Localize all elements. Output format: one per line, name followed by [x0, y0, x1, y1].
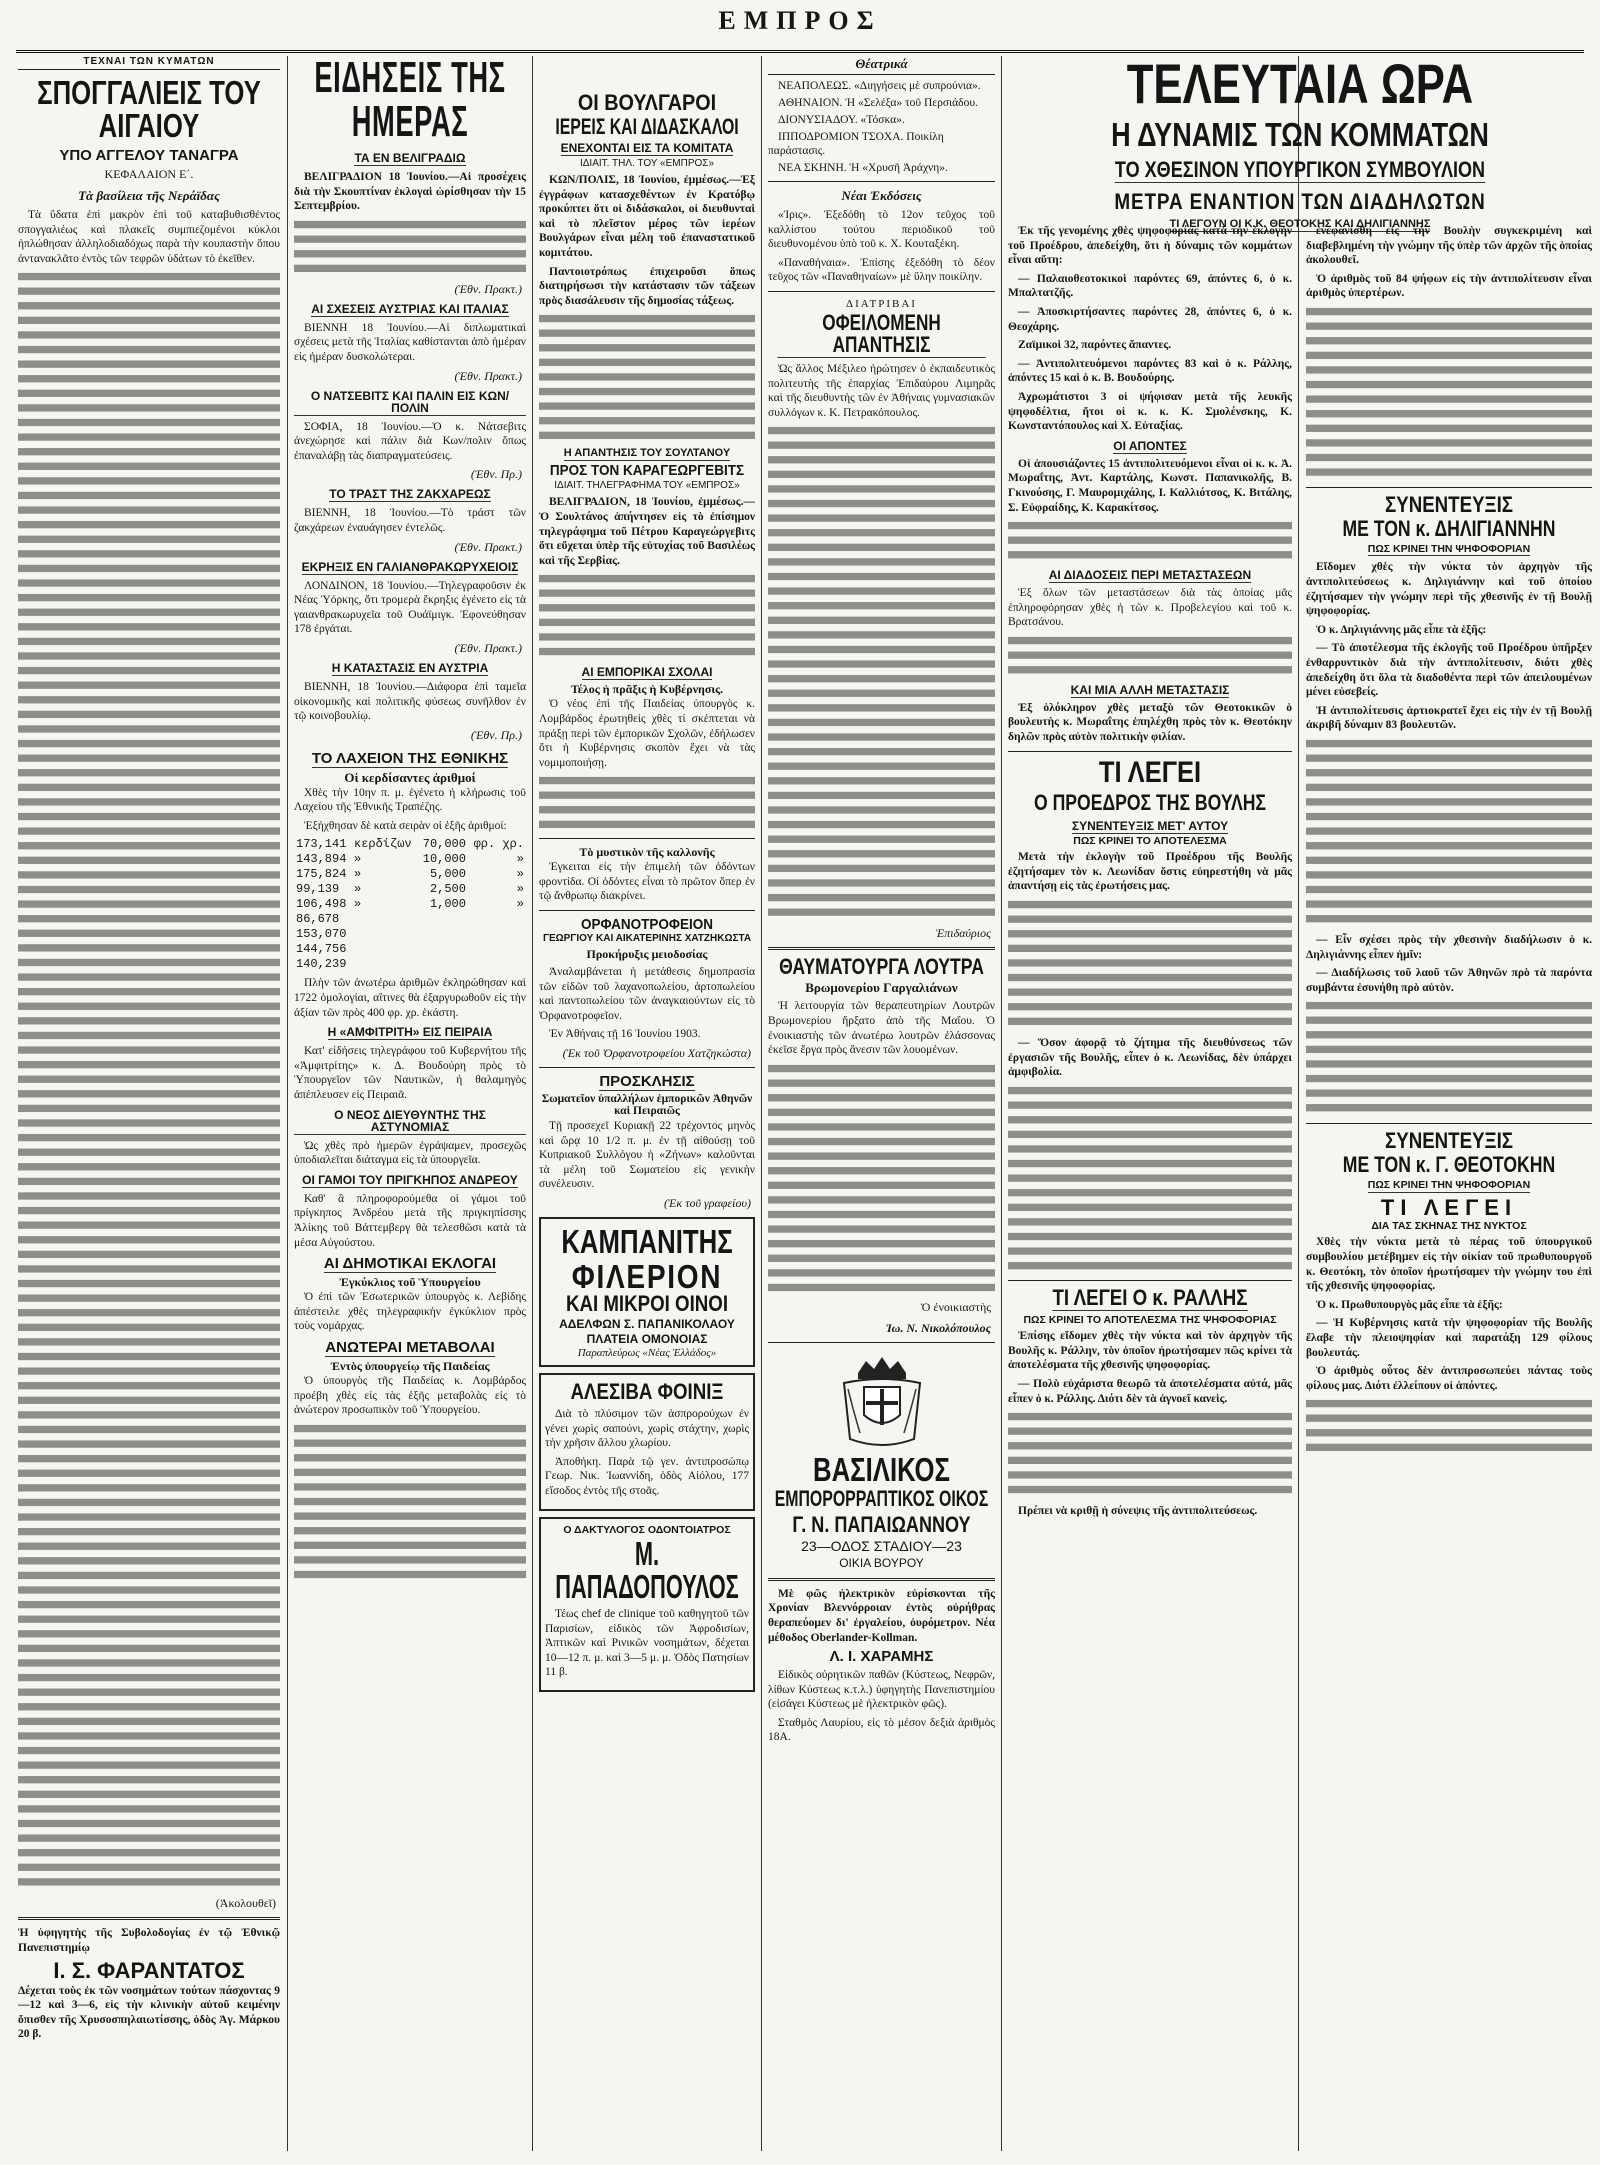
- lottery-num: 143,894: [296, 852, 347, 867]
- lottery-word: [352, 942, 418, 957]
- news-body-text: [294, 1422, 526, 1582]
- interview-title: ΤΙ ΛΕΓΕΙ Ο κ. ΡΑΛΛΗΣ: [1052, 1284, 1248, 1310]
- last-hour-body-text: [1008, 898, 1292, 1030]
- interview-title: ΣΥΝΕΝΤΕΥΞΙΣ: [1384, 1128, 1514, 1154]
- lottery-amount: 10,000: [422, 852, 466, 867]
- last-hour-body-text: [1008, 1084, 1292, 1274]
- last-hour-section-heading: ΚΑΙ ΜΙΑ ΑΛΛΗ ΜΕΤΑΣΤΑΣΙΣ: [1070, 682, 1230, 697]
- baths-signature-name: Ἰω. Ν. Νικολόπουλος: [885, 1320, 991, 1335]
- tailor-ad-building: ΟΙΚΙΑ ΒΟΥΡΟΥ: [839, 1555, 924, 1570]
- lottery-amount: 1,000: [429, 897, 466, 912]
- last-hour-paragraph: — Ἡ Κυβέρνησις κατὰ τὴν ψηφοφορίαν τῆς Βουλῆς ἔλαβε τὴν πλειοψηφίαν καὶ παρατάξη 129 φίλους βουλευτάς.: [1306, 1317, 1592, 1359]
- lottery-amount: 5,000: [429, 867, 466, 882]
- last-hour-body-text: [1306, 305, 1592, 481]
- divider: [768, 947, 995, 950]
- news-heading: ΟΙ ΓΑΜΟΙ ΤΟΥ ΠΡΙΓΚΗΠΟΣ ΑΝΔΡΕΟΥ: [302, 1172, 518, 1187]
- last-hour-paragraph: Εἴδομεν χθὲς τὴν νύκτα τὸν ἀρχηγὸν τῆς ἀντιπολιτεύσεως κ. Δηλιγιάννην καὶ τοῦ ὁποίου ἐζητήσαμεν τὴν γνώμην περὶ τῆς χθεσινῆς ἐν τῇ Βουλῇ ψηφοφορίας.: [1306, 561, 1592, 618]
- orphanage-heading: ΟΡΦΑΝΟΤΡΟΦΕΙΟΝ: [580, 916, 714, 934]
- doctor-ad-name: Ι. Σ. ΦΑΡΑΝΤΑΤΟΣ: [53, 1957, 245, 1983]
- column-divider: [532, 56, 533, 2151]
- last-hour-body-text: [1008, 634, 1292, 678]
- invitation-source: (Ἐκ τοῦ γραφείου): [663, 1196, 751, 1210]
- essays-label: ΔΙΑΤΡΙΒΑΙ: [846, 297, 917, 310]
- news-paragraph: Πλὴν τῶν ἀνωτέρω ἀριθμῶν ἐκληρώθησαν καὶ 1722 ὁμολογίαι, αἵτινες θὰ ἐξαργυρωθοῦν εἰς τὴν ἀξίαν τῶν πρὸς 400 φρ. χρ. ἑκάστη.: [294, 977, 526, 1019]
- lottery-word: [352, 912, 418, 927]
- lottery-num: 153,070: [296, 927, 347, 942]
- lottery-word: »: [354, 882, 362, 897]
- lottery-amount: [418, 942, 468, 957]
- masthead: [16, 6, 1584, 50]
- interview-title: ΤΙ ΛΕΓΕΙ: [1098, 755, 1202, 789]
- lottery-num: 86,678: [296, 912, 340, 927]
- last-hour-paragraph: — Παλαιοθεοτοκικοὶ παρόντες 69, ἀπόντες 6, ὁ κ. Μπαλτατζῆς.: [1008, 272, 1292, 300]
- soap-ad-text: Διὰ τὸ πλύσιμον τῶν ἀσπρορούχων ἐν γένει χωρὶς σαπούνι, χωρὶς στάχτην, χωρὶς τὴν χρῆσιν ἄλλου χλωρίου.: [545, 1408, 749, 1450]
- news-paragraph: ΒΙΕΝΝΗ 18 Ἰουνίου.—Αἱ διπλωματικαὶ σχέσεις μετὰ τῆς Ἰταλίας καθίστανται ἀπὸ ἡμέραν εἰς ἡμέραν δυσκολώτεραι.: [294, 321, 526, 363]
- divider: [1008, 751, 1292, 752]
- lottery-row: [294, 882, 526, 897]
- serial-continued: (Ἀκολουθεῖ): [215, 1896, 276, 1911]
- lottery-row: [294, 912, 526, 927]
- lottery-num: 106,498: [296, 897, 347, 912]
- news-heading: ΑΙ ΣΧΕΣΕΙΣ ΑΥΣΤΡΙΑΣ ΚΑΙ ΙΤΑΛΙΑΣ: [311, 301, 509, 316]
- serial-title: ΣΠΟΓΓΑΛΙΕΙΣ ΤΟΥ ΑΙΓΑΙΟΥ: [37, 74, 261, 144]
- theatre-listing: ΝΕΑ ΣΚΗΝΗ. Ἡ «Χρυσῆ Ἀράχνη».: [778, 162, 948, 174]
- column-serial: [18, 56, 280, 2151]
- lottery-word: »: [354, 867, 362, 882]
- column-telegrams: [539, 56, 755, 2151]
- theatre-listing: ΝΕΑΠΟΛΕΩΣ. «Διηγήσεις μὲ συπρούνια».: [778, 80, 981, 92]
- interview-subtitle: ΠΩΣ ΚΡΙΝΕΙ ΤΗΝ ΨΗΦΟΦΟΡΙΑΝ: [1367, 542, 1531, 555]
- lottery-cur: φρ. χρ.: [473, 837, 524, 852]
- last-hour-paragraph: Ζαϊμικοὶ 32, παρόντες ἅπαντες.: [1018, 339, 1172, 352]
- divider: [1306, 1123, 1592, 1124]
- last-hour-body-text: [1306, 737, 1592, 927]
- telegram-body-text: [539, 312, 755, 442]
- tailor-ad-owner: Γ. Ν. ΠΑΠΑΙΩΑΝΝΟΥ: [792, 1511, 971, 1537]
- column-divider: [1001, 56, 1002, 2151]
- news-heading: ΕΚΡΗΞΙΣ ΕΝ ΓΑΛΙΑΝΘΡΑΚΩΡΥΧΕΙΟΙΣ: [301, 559, 519, 574]
- doctor-ad-text: Μὲ φῶς ἠλεκτρικὸν εὑρίσκονται τῆς Χρονίαν Βλεννόρροιαν ἐντὸς οὐρήθρας θεραπεύομεν δι' ἐργαλείου, ὀυρόμετρον. Νέα μέθοδος Oberlander-Kollman.: [768, 1587, 995, 1644]
- divider: [768, 181, 995, 182]
- lottery-row: [294, 942, 526, 957]
- doctor-ad-name: Λ. Ι. ΧΑΡΑΜΗΣ: [829, 1648, 934, 1666]
- lottery-row: [294, 867, 526, 882]
- lottery-cur: [468, 957, 526, 972]
- lottery-word: [352, 927, 418, 942]
- lottery-cur: »: [516, 882, 524, 897]
- lottery-word: κερδίζων: [354, 837, 412, 852]
- lottery-table: [294, 837, 526, 972]
- news-source: (Ἐθν. Πρακτ.): [454, 640, 522, 655]
- orphanage-subheading: ΓΕΩΡΓΙΟΥ ΚΑΙ ΑΙΚΑΤΕΡΙΝΗΣ ΧΑΤΖΗΚΩΣΤΑ: [542, 933, 752, 945]
- last-hour-body-text: [1306, 1397, 1592, 1457]
- section-heading: ΑΙ ΕΜΠΟΡΙΚΑΙ ΣΧΟΛΑΙ: [581, 665, 713, 680]
- news-heading: Η «ΑΜΦΙΤΡΙΤΗ» ΕΙΣ ΠΕΙΡΑΙΑ: [327, 1025, 493, 1040]
- divider: [18, 1917, 280, 1920]
- orphanage-source: (Ἐκ τοῦ Ὀρφανοτροφείου Χατζηκώστα): [562, 1046, 751, 1061]
- essay-title: ΟΦΕΙΛΟΜΕΝΗ ΑΠΑΝΤΗΣΙΣ: [777, 312, 985, 358]
- last-hour-paragraph: — Εἶν σχέσει πρὸς τὴν χθεσινὴν διαδήλωσιν ὁ κ. Δηλιγιάννης εἶπεν ἡμῖν:: [1306, 934, 1592, 961]
- telegram-heading: ΠΡΟΣ ΤΟΝ ΚΑΡΑΓΕΩΡΓΕΒΙΤΣ: [549, 462, 745, 480]
- lottery-num: 144,756: [296, 942, 347, 957]
- last-hour-paragraph: Ἐξ ὁλόκληρον χθὲς μεταξὺ τῶν Θεοτοκικῶν ὁ βουλευτὴς κ. Μωραΐτης ἐπηλέχθη πρὸς τὸν κ. Θεοτόκην δηλῶν πρὸς αὐτὸν πολιτικὴν φιλίαν.: [1008, 701, 1292, 744]
- doctor-ad-intro: Ἡ ὑφηγητὴς τῆς Συβολοδογίας ἐν τῷ Ἐθνικῷ Πανεπιστημίῳ: [18, 1927, 280, 1954]
- telegram-heading: ΙΕΡΕΙΣ ΚΑΙ ΔΙΔΑΣΚΑΛΟΙ: [555, 114, 739, 139]
- column-last-hour: [1008, 56, 1592, 2151]
- lottery-word: »: [354, 852, 362, 867]
- news-source: (Ἐθν. Πρακτ.): [454, 539, 522, 554]
- last-hour-subheadline: ΤΟ ΧΘΕΣΙΝΟΝ ΥΠΟΥΡΓΙΚΟΝ ΣΥΜΒΟΥΛΙΟΝ: [1114, 157, 1486, 182]
- news-paragraph: Κατ' εἰδήσεις τηλεγράφου τοῦ Κυβερνήτου τῆς «Ἀμφιτρίτης» κ. Δ. Βουδούρη πρὸς τὸ Ὑπουργεῖον τῶν Ναυτικῶν, ἡ θαλαμηγὸς ἀπέπλευσεν εἰς Πειραιᾶ.: [294, 1045, 526, 1102]
- interview-subtitle: ΠΩΣ ΚΡΙΝΕΙ ΤΗΝ ΨΗΦΟΦΟΡΙΑΝ: [1367, 1179, 1531, 1192]
- telegram-source: ΙΔΙΑΙΤ. ΤΗΛ. ΤΟΥ «ΕΜΠΡΟΣ»: [579, 158, 715, 169]
- telegram-paragraph: Παντοιοτρόπως ἐπιχειροῦσι ὅπως διατηρήσωσι τὴν κατάστασιν τῶν τάξεων πρὸς διασάλευσιν τῆς δημοσίας τάξεως.: [539, 265, 755, 307]
- lottery-cur: [468, 912, 526, 927]
- news-paragraph: ΒΙΕΝΝΗ, 18 Ἰουνίου.—Διάφορα ἐπὶ ταμεῖα οἰκονομικῆς καὶ πολιτικῆς φύσεως συνῆλθον ἐν τῷ κοινοβουλίῳ.: [294, 680, 526, 723]
- lottery-amount: 2,500: [429, 882, 466, 897]
- doctor-ad-details: Εἰδικὸς οὐρητικῶν παθῶν (Κύστεως, Νεφρῶν, λίθων Κύστεως κ.τ.λ.) ὑφηγητὴς Πανεπιστημίου (εἰσάγει Κύστεως μὲ ἠλεκτρικὸν φῶς).: [768, 1669, 995, 1711]
- divider: [768, 1342, 995, 1343]
- doctor-ad-address: Σταθμὸς Λαυρίου, εἰς τὸ μέσον δεξιὰ ἀριθμὸς 18Α.: [768, 1716, 995, 1744]
- baths-body-text: [768, 1062, 995, 1294]
- notice-paragraph: Ἐγκειται εἰς τὴν ἐπιμελὴ τῶν ὀδόντων φροντίδα. Οἱ ὀδόντες εἶναι τὸ πρῶτον ὅπερ ἐν τῷ ἄνθρωπῳ διακρίνει.: [539, 861, 755, 903]
- soap-ad: [539, 1373, 755, 1511]
- wine-ad-title: ΚΑΜΠΑΝΙΤΗΣ: [561, 1223, 733, 1260]
- serial-paragraph: Τὰ ὕδατα ἐπὶ μακρὸν ἐπὶ τοῦ καταβυθισθέντος σπογγαλιέως καὶ πλακεῖς συμπιεζομένοι κύκλοι ἠπλώθησαν ἀλληλοδιαδόχως παρὰ τὴν κουπαστὴν ὅπου ἀντανακλᾶτο ἐντὸς τῶν τεφρῶν ὑδάτων τὸ ἐκεῖθεν.: [18, 209, 280, 265]
- interview-subtitle: ΔΙΑ ΤΑΣ ΣΚΗΝΑΣ ΤΗΣ ΝΥΚΤΟΣ: [1371, 1219, 1527, 1232]
- telegram-source: ΙΔΙΑΙΤ. ΤΗΛΕΓΡΑΦΗΜΑ ΤΟΥ «ΕΜΠΡΟΣ»: [554, 480, 740, 492]
- last-hour-paragraph: Ἐξ ὅλων τῶν μεταστάσεων διὰ τὰς ὁποίας μᾶς ἐπληροφόρησαν χθὲς ἡ τῶν κ. Προβελεγίου καὶ τοῦ κ. Βρατσάνου.: [1008, 587, 1292, 629]
- wine-ad-owner: ΑΔΕΛΦΩΝ Σ. ΠΑΠΑΝΙΚΟΛΑΟΥ: [559, 1317, 735, 1331]
- baths-signature-label: Ὁ ἐνοικιαστὴς: [920, 1299, 991, 1314]
- last-hour-paragraph: Οἱ ἀπουσιάζοντες 15 ἀντιπολιτευόμενοι εἶναι οἱ κ. κ. Ἀ. Μωραΐτης, Ἀντ. Καρτάλης, Κωνστ. Παπανικολῆς, Β. Γκινούσης, Γ. Μαυρομιχάλης, Ι. Καλλιότσος, Κ. Βιτάλης, Σ. Εὐφραίδης, Κ. Καρακίτσος.: [1008, 457, 1292, 514]
- divider: [539, 910, 755, 911]
- serial-byline: ΥΠΟ ΑΓΓΕΛΟΥ ΤΑΝΑΓΡΑ: [59, 147, 239, 164]
- publication-item: «Παναθήναια». Ἐπίσης ἐξεδόθη τὸ δέον τεῦχος τῶν «Παναθηναίων» μὲ ὕλην ποικίλην.: [768, 256, 995, 284]
- wine-ad: [539, 1217, 755, 1367]
- last-hour-paragraph: Πρέπει νὰ κριθῇ ἡ σύνεψις τῆς ἀντιπολιτεύσεως.: [1018, 1505, 1258, 1518]
- last-hour-body-text: [1008, 519, 1292, 563]
- column-misc: [768, 56, 995, 2151]
- news-heading: Ο ΝΑΤΣΕΒΙΤΣ ΚΑΙ ΠΑΛΙΝ ΕΙΣ ΚΩΝ/ΠΟΛΙΝ: [294, 390, 526, 416]
- telegram-body-text: [539, 572, 755, 660]
- lottery-cur: »: [516, 867, 524, 882]
- last-hour-paragraph: Ὁ κ. Πρωθυπουργὸς μᾶς εἶπε τὰ ἑξῆς:: [1316, 1298, 1503, 1311]
- interview-subtitle: ΠΩΣ ΚΡΙΝΕΙ ΤΟ ΑΠΟΤΕΛΕΣΜΑ ΤΗΣ ΨΗΦΟΦΟΡΙΑΣ: [1023, 1313, 1277, 1326]
- invitation-heading: ΠΡΟΣΚΛΗΣΙΣ: [599, 1073, 695, 1091]
- last-hour-right-column: [1306, 224, 1592, 2151]
- news-heading: Ο ΝΕΟΣ ΔΙΕΥΘΥΝΤΗΣ ΤΗΣ ΑΣΤΥΝΟΜΙΑΣ: [294, 1109, 526, 1135]
- column-divider: [1298, 224, 1299, 2151]
- telegram-paragraph: ΒΕΛΙΓΡΑΔΙΟΝ, 18 Ἰουνίου, ἐμμέσως.—Ὁ Σουλτάνος ἀπήντησεν εἰς τὸ ἐπίσημον τηλεγράφημα τοῦ Πέτρου Καραγεώργεβιτς ὅτι εὔχεται ὑπὲρ τῆς εὐτυχίας τοῦ Βασιλέως καὶ τῆς Σερβίας.: [539, 496, 755, 567]
- telegram-heading: Η ΑΠΑΝΤΗΣΙΣ ΤΟΥ ΣΟΥΛΤΑΝΟΥ: [563, 447, 731, 460]
- lottery-num: 140,239: [296, 957, 347, 972]
- divider: [768, 1578, 995, 1581]
- telegram-paragraph: ΚΩΝ/ΠΟΛΙΣ, 18 Ἰουνίου, ἐμμέσως.—Ἐξ ἐγγράφων κατασχεθέντων ἐν Κρατόβῳ προκύπτει ὅτι οἱ διδάσκαλοι, οἱ διευθυνταὶ καὶ τὸ πλεῖστον μέρος τῶν ἱερέων Βουλγάρων εἶναι μέλη τοῦ ἐπαναστατικοῦ κομιτάτου.: [539, 174, 755, 259]
- dentist-ad: [539, 1517, 755, 1692]
- last-hour-paragraph: Ἀχρωμάτιστοι 3 οἱ ψήφισαν μετὰ τῆς λευκῆς ψηφοδέλτια, ἤτοι οἱ κ. κ. Κ. Σμολένσκης, Κ. Κωνσταντόπουλος καὶ Χ. Εὐταξίας.: [1008, 390, 1292, 433]
- theatre-listing: ΔΙΟΝΥΣΙΑΔΟΥ. «Τόσκα».: [778, 114, 905, 126]
- invitation-paragraph: Τῇ προσεχεῖ Κυριακῇ 22 τρέχοντος μηνὸς καὶ ὥρᾳ 10 1/2 π. μ. ἐν τῇ αἰθούσῃ τοῦ Κυπριακοῦ Συλλόγου ἡ «Ζήνων» καλοῦνται τὰ μέλη τοῦ Σωματείου εἰς γενικὴν συνέλευσιν.: [539, 1120, 755, 1191]
- serial-body-text: [18, 270, 280, 1890]
- last-hour-paragraph: — Ἀποσκιρτήσαντες παρόντες 28, ἀπόντες 6, ὁ κ. Θεοχάρης.: [1008, 305, 1292, 333]
- last-hour-section-heading: ΑΙ ΔΙΑΔΟΣΕΙΣ ΠΕΡΙ ΜΕΤΑΣΤΑΣΕΩΝ: [1048, 568, 1252, 583]
- section-body-text: [539, 774, 755, 832]
- news-paragraph: Ὁ ὑπουργὸς τῆς Παιδείας κ. Λομβάρδος προέβη χθὲς εἰς τὰς ἑξῆς μεταβολὰς εἰς τὸ ἀνώτερον προσωπικὸν τοῦ Ὑπουργείου.: [294, 1374, 526, 1417]
- news-paragraph: Ἐξήχθησαν δὲ κατὰ σειρὰν οἱ ἑξῆς ἀριθμοί:: [304, 819, 507, 832]
- theatre-listing: ΑΘΗΝΑΙΟΝ. Ἡ «Σελέξα» τοῦ Περσιάδου.: [778, 97, 978, 109]
- invitation-subheading: Σωματεῖον ὑπαλλήλων ἐμπορικῶν Ἀθηνῶν καὶ Πειραιῶς: [541, 1093, 753, 1118]
- last-hour-subheadline: ΤΙ ΛΕΓΟΥΝ ΟΙ Κ.Κ. ΘΕΟΤΟΚΗΣ ΚΑΙ ΔΗΛΙΓΙΑΝΝΗΣ: [1169, 218, 1431, 230]
- last-hour-body-text: [1008, 1410, 1292, 1498]
- news-heading: ΤΟ ΤΡΑΣΤ ΤΗΣ ΖΑΚΧΑΡΕΩΣ: [329, 487, 491, 502]
- serial-subhead: Τὰ βασίλεια τῆς Νεράϊδας: [78, 188, 220, 203]
- lottery-word: »: [354, 897, 362, 912]
- essay-body-text: [768, 424, 995, 920]
- last-hour-subheadline: ΜΕΤΡΑ ΕΝΑΝΤΙΟΝ ΤΩΝ ΔΙΑΔΗΛΩΤΩΝ: [1114, 189, 1486, 214]
- dentist-ad-text: Τέως chef de clinique τοῦ καθηγητοῦ τῶν Παρισίων, εἰδικὸς τῶν Ἀφροδισίων, Ἀπτικῶν καὶ Ρινικῶν νοσημάτων, δέχεται 10—12 π. μ. καὶ 3—5 μ. μ. Ὁδὸς Πατησίων 11 β.: [545, 1608, 749, 1679]
- last-hour-paragraph: Ὁ ἀριθμὸς οὗτος δὲν ἀντιπροσωπεύει πάντας τοὺς φίλους μας. Διότι ἐλλείπουν οἱ ἀπόντες.: [1306, 1365, 1592, 1392]
- telegram-heading: ΟΙ ΒΟΥΛΓΑΡΟΙ: [577, 90, 717, 115]
- last-hour-paragraph: Μετὰ τὴν ἐκλογὴν τοῦ Προέδρου τῆς Βουλῆς ἐζητήσαμεν τὸν κ. Λεωνίδαν ὅστις εὐηρεστήθη νὰ μᾶς ἀπαντήσῃ εἰς τὰς ἐρωτήσεις μας.: [1008, 851, 1292, 893]
- last-hour-paragraph: Ὁ ἀριθμὸς τοῦ 84 ψήφων εἰς τὴν ἀντιπολίτευσιν εἶναι ἀριθμὸς ὑπερτέρων.: [1306, 272, 1592, 300]
- wine-ad-note: Παραπλεύρως «Νέας Ἑλλάδος»: [577, 1347, 717, 1359]
- lottery-row: [294, 837, 526, 852]
- wine-ad-product: ΦΙΛΕΡΙΟΝ: [571, 1258, 723, 1295]
- divider: [539, 1067, 755, 1068]
- lottery-num: 173,141: [296, 837, 347, 852]
- lottery-cur: »: [516, 852, 524, 867]
- news-subheading: Οἱ κερδίσαντες ἀριθμοί: [344, 769, 476, 785]
- lottery-num: 175,824: [296, 867, 347, 882]
- divider: [539, 838, 755, 839]
- serial-chapter: ΚΕΦΑΛΑΙΟΝ Ε΄.: [104, 167, 194, 181]
- last-hour-paragraph: — Τὸ ἀποτέλεσμα τῆς ἐκλογῆς τοῦ Προέδρου ὑπῆρξεν ἐνθαρρυντικὸν διὰ τὴν ἀντιπολίτευσιν, διότι χθὲς ἀπεδείχθη ὅτι ὅλα τὰ διαδοθέντα περὶ τῶν ἀπειλουμένων μένει εὐσεβείς.: [1306, 642, 1592, 699]
- news-heading: ΤΑ ΕΝ ΒΕΛΙΓΡΑΔΙΩ: [354, 151, 466, 165]
- last-hour-section-heading: ΟΙ ΑΠΟΝΤΕΣ: [1113, 438, 1187, 453]
- news-subheading: Ἐντὸς ὑπουργείῳ τῆς Παιδείας: [330, 1358, 490, 1373]
- lottery-row: [294, 852, 526, 867]
- lottery-amount: [418, 957, 468, 972]
- column-divider: [761, 56, 762, 2151]
- lottery-amount: [418, 912, 468, 927]
- orphanage-notice-title: Προκήρυξις μειοδοσίας: [586, 947, 708, 962]
- lottery-row: [294, 897, 526, 912]
- interview-subtitle: ΠΩΣ ΚΡΙΝΕΙ ΤΟ ΑΠΟΤΕΛΕΣΜΑ: [1073, 834, 1227, 847]
- lottery-cur: [468, 927, 526, 942]
- last-hour-paragraph: Χθὲς τὴν νύκτα μετὰ τὸ πέρας τοῦ ὑπουργικοῦ συμβουλίου μετέβημεν εἰς τὴν οἰκίαν τοῦ πρωθυπουργοῦ κ. Θεοτόκη, τὸν ὁποῖον ἠρωτήσαμεν τὴν γνώμην του ἐπὶ τῆς χθεσινῆς ψηφοφορίας.: [1306, 1236, 1592, 1293]
- baths-subtitle: Βρωμονερίου Γαργαλιάνων: [805, 980, 958, 996]
- lottery-amount: [418, 927, 468, 942]
- tailor-ad-title: ΒΑΣΙΛΙΚΟΣ: [813, 1450, 950, 1488]
- telegram-subheading: ΕΝΕΧΟΝΤΑΙ ΕΙΣ ΤΑ ΚΟΜΙΤΑΤΑ: [560, 141, 734, 155]
- lottery-num: 99,139: [296, 882, 340, 897]
- orphanage-date: Ἐν Ἀθήναις τῇ 16 Ἰουνίου 1903.: [549, 1028, 701, 1041]
- publications-heading: Νέαι Ἐκδόσεις: [841, 188, 922, 203]
- news-paragraph: Καθ' ἃ πληροφορούμεθα οἱ γάμοι τοῦ πρίγκηπος Ἀνδρέου μετὰ τῆς πριγκηπίσσης Ἀλίκης τοῦ Βάττεμβεργ θὰ τελεσθῶσι κατὰ τὰ μέσα Αὐγούστου.: [294, 1192, 526, 1249]
- lottery-row: [294, 927, 526, 942]
- theatres-list: [768, 79, 995, 175]
- news-body-text: [294, 218, 526, 276]
- lottery-row: [294, 957, 526, 972]
- dentist-ad-heading: Ο ΔΑΚΤΥΛΟΓΟΣ ΟΔΟΝΤΟΙΑΤΡΟΣ: [563, 1523, 731, 1536]
- daily-news-title: ΕΙΔΗΣΕΙΣ ΤΗΣ ΗΜΕΡΑΣ: [314, 56, 506, 146]
- newspaper-title: ΕΜΠΡΟΣ: [718, 6, 882, 35]
- last-hour-headline: Η ΔΥΝΑΜΙΣ ΤΩΝ ΚΟΜΜΑΤΩΝ: [1111, 116, 1489, 153]
- last-hour-paragraph: — Πολὺ εὐχάριστα θεωρῶ τὰ ἀποτελέσματα αὐτά, μᾶς εἶπεν ὁ κ. Ράλλης. Διότι δὲν τὰ ἀγνοεῖ κανεὶς.: [1008, 1378, 1292, 1405]
- baths-paragraph: Ἡ λειτουργία τῶν θεραπευτηρίων Λουτρῶν Βρωμονερίου ἤρξατο ἀπὸ τῆς Μαΐου. Ὁ ἐνοικιαστὴς τῶν ἀνωτέρω λουτρῶν ἐλάσσονας ἐκεῖσε ἔργα πρὸς ἄνεσιν τῶν λουομένων.: [768, 1000, 995, 1057]
- news-paragraph: ΒΙΕΝΝΗ, 18 Ἰουνίου.—Τὸ τράστ τῶν ζακχάρεων ἐναυάγησεν ἐντελῶς.: [294, 507, 526, 534]
- interview-subtitle: ΣΥΝΕΝΤΕΥΞΙΣ ΜΕΤ' ΑΥΤΟΥ: [1071, 818, 1229, 833]
- news-source: (Ἐθν. Πρακτ.): [454, 281, 522, 296]
- column-divider: [287, 56, 288, 2151]
- wine-ad-location: ΠΛΑΤΕΙΑ ΟΜΟΝΟΙΑΣ: [586, 1332, 708, 1346]
- tailor-ad-subtitle: ΕΜΠΟΡΟΡΡΑΠΤΙΚΟΣ ΟΙΚΟΣ: [774, 1485, 989, 1511]
- notice-heading: Τὸ μυστικὸν τῆς καλλονῆς: [579, 845, 715, 860]
- essay-paragraph: Ὡς ἄλλος Μέξιλεο ἠρώτησεν ὁ ἐκπαιδευτικὸς πολιτευτὴς τῆς ἐπαρχίας Ἐπιδαύρου Λιμηρᾶς καὶ τῆς διευθυντὴς τῶν ἐν Ἀθήναις γυμνασιακῶν συλλόγων κ. Κ. Πετρακόπουλος.: [768, 362, 995, 419]
- publication-item: «Ἰρις». Ἐξεδόθη τὸ 12ον τεῦχος τοῦ καλλίστου τούτου περιοδικοῦ τοῦ διευθυνομένου ὑπὸ τοῦ κ. Χ. Κουταξέκη.: [768, 209, 995, 251]
- soap-ad-title: ΑΛΕΣΙΒΑ ΦΟΙΝΙΞ: [570, 1379, 724, 1404]
- news-heading: ΑΝΩΤΕΡΑΙ ΜΕΤΑΒΟΛΑΙ: [325, 1338, 495, 1356]
- soap-ad-address: Ἀποθήκη. Παρὰ τῷ γεν. ἀντιπροσώπῳ Γεωρ. Νικ. Ἰωαννίδη, ὁδὸς Αἰόλου, 177 εἴσοδος ἐντὸς τῆς στοᾶς.: [545, 1455, 749, 1497]
- news-source: (Ἐθν. Πρακτ.): [454, 368, 522, 383]
- last-hour-paragraph: Ἐκ τῆς γενομένης χθὲς ψηφοφορίας κατὰ τὴν ἐκλογὴν τοῦ Προέδρου, ἀπεδείχθη, ὅτι ἡ δύναμις τῶν κομμάτων εἶναι αὕτη:: [1008, 225, 1292, 267]
- news-paragraph: Ὡς χθὲς πρὸ ἡμερῶν ἐγράψαμεν, προσεχῶς ὑποδιαλεῖται διάταγμα εἰς τὰ ὑπουργεῖα.: [294, 1139, 526, 1167]
- news-paragraph: ΣΟΦΙΑ, 18 Ἰουνίου.—Ὁ κ. Νάτσεβιτς ἀνεχώρησε καὶ πάλιν διὰ Κων/πολιν ὅπως ἐπαναλάβῃ τὰς διαπραγματεύσεις.: [294, 420, 526, 462]
- last-hour-left-column: [1008, 224, 1292, 2151]
- theatre-listing: ΙΠΠΟΔΡΟΜΙΟΝ ΤΣΟΧΑ. Ποικίλη παράστασις.: [768, 131, 944, 157]
- news-subheading: Ἐγκύκλιος τοῦ Ὑπουργείου: [339, 1275, 481, 1290]
- last-hour-paragraph: — Ἀντιπολιτευόμενοι παρόντες 83 καὶ ὁ κ. Ράλλης, ἀπόντες 15 καὶ ὁ κ. Β. Βουδούρης.: [1008, 357, 1292, 385]
- tailor-ad-address: 23—ΟΔΟΣ ΣΤΑΔΙΟΥ—23: [801, 1537, 962, 1554]
- dentist-ad-name: Μ. ΠΑΠΑΔΟΠΟΥΛΟΣ: [555, 1535, 739, 1606]
- news-heading: ΑΙ ΔΗΜΟΤΙΚΑΙ ΕΚΛΟΓΑΙ: [323, 1255, 497, 1273]
- news-source: (Ἐθν. Πρ.): [470, 727, 522, 742]
- lottery-cur: »: [516, 897, 524, 912]
- last-hour-paragraph: ἐνεφανίσθη εἰς τὴν Βουλὴν συγκεκριμένη καὶ διαβεβλημένη τὴν γνώμην τῆς ὑπὲρ τῶν ἀρχῶν τῆς ὁποίας ἀκολουθεῖ.: [1306, 225, 1592, 267]
- news-paragraph: Ὁ ἐπὶ τῶν Ἐσωτερικῶν ὑπουργὸς κ. Λεβίδης ἀπέστειλε χθὲς τηλεγραφικὴν ἐγκύκλιον πρὸς τοὺς νομάρχας.: [294, 1291, 526, 1333]
- essay-signature: Ἐπιδαύριος: [935, 926, 991, 941]
- last-hour-body-text: [1306, 999, 1592, 1117]
- news-heading: ΤΟ ΛΑΧΕΙΟΝ ΤΗΣ ΕΘΝΙΚΗΣ: [311, 749, 509, 767]
- last-hour-paragraph: Ὁ κ. Δηλιγιάννης μᾶς εἶπε τὰ ἑξῆς:: [1316, 623, 1487, 636]
- interview-subtitle: ΜΕ ΤΟΝ κ. ΔΗΛΙΓΙΑΝΝΗΝ: [1342, 515, 1556, 541]
- divider: [768, 291, 995, 292]
- divider: [1008, 1280, 1292, 1281]
- last-hour-paragraph: — Ὅσον ἀφορᾷ τὸ ζήτημα τῆς διευθύνσεως τῶν ἐργασιῶν τῆς Βουλῆς, εἶπεν ὁ κ. Λεωνίδας, δὲν ὑπάρχει ἀμφιβολία.: [1008, 1036, 1292, 1079]
- lottery-amount: 70,000: [422, 837, 466, 852]
- last-hour-paragraph: Ἡ ἀντιπολίτευσις ἀρτιοκρατεῖ ἔχει εἰς τὴν ἐν τῇ Βουλῇ ἀκριβῆ δύναμιν 83 βουλευτῶν.: [1306, 704, 1592, 732]
- doctor-ad-text: Δέχεται τοὺς ἐκ τῶν νοσημάτων τούτων πάσχοντας 9—12 καὶ 3—6, εἰς τὴν κλινικὴν αὐτοῦ κειμένην ὄπισθεν τῆς Χρυσοσπηλαιωτίσσης, ὁδὸς Ἁγ. Μάρκου 20 β.: [18, 1984, 280, 2041]
- interview-title: ΣΥΝΕΝΤΕΥΞΙΣ: [1384, 491, 1514, 517]
- orphanage-paragraph: Ἀναλαμβάνεται ἡ μετάθεσις δημοπρασία τῶν εἰδῶν τοῦ λαχανοπωλείου, ἀρτοπωλείου καὶ παντοπωλείου τῶν ἀναγκαιούντων εἰς τὸ Ὀρφανοτροφεῖον.: [539, 966, 755, 1022]
- baths-title: ΘΑΥΜΑΤΟΥΡΓΑ ΛΟΥΤΡΑ: [779, 954, 984, 980]
- divider: [1306, 487, 1592, 488]
- wine-ad-subtitle: ΚΑΙ ΜΙΚΡΟΙ ΟΙΝΟΙ: [565, 1291, 729, 1316]
- last-hour-paragraph: Ἐπίσης εἴδομεν χθὲς τὴν νύκτα καὶ τὸν ἀρχηγὸν τῆς Βουλῆς κ. Ράλλην, τὸν ὁποῖον ἠρωτήσαμεν πῶς κρίνει τὰ ἀποτελέσματα τῆς χθεσινῆς ψηφοφορίας.: [1008, 1330, 1292, 1372]
- section-label: ΤΕΧΝΑΙ ΤΩΝ ΚΥΜΑΤΩΝ: [18, 56, 280, 70]
- theatres-heading: Θέατρικά: [768, 56, 995, 75]
- column-daily-news: [294, 56, 526, 2151]
- section-paragraph: Ὁ νέος ἐπὶ τῆς Παιδείας ὑπουργὸς κ. Λομβάρδος ἐρωτηθεὶς χθὲς τί σκέπτεται νὰ πράξῃ περὶ τῶν ἐμπορικῶν Σχολῶν, ἐδήλωσεν ὅτι ἡ Κυβέρνησις σκοπὸν ἔχει νὰ τὰς νομιμοποιήσῃ.: [539, 698, 755, 769]
- lottery-word: [352, 957, 418, 972]
- last-hour-title: ΤΕΛΕΥΤΑΙΑ ΩΡΑ: [1126, 56, 1474, 115]
- interview-subtitle: ΤΙ ΛΕΓΕΙ: [1380, 1194, 1518, 1220]
- section-subheading: Τέλος ἡ πρᾶξις ἡ Κυβέρνησις.: [570, 682, 724, 697]
- news-paragraph: ΛΟΝΔΙΝΟΝ, 18 Ἰουνίου.—Τηλεγραφοῦσιν ἐκ Νέας Ὑόρκης, ὅτι τρομερὰ ἔκρηξις ἐγένετο εἰς τὰ γαιανθρακωρυχεῖα τοῦ Ουάϊμιγκ. Ἐφονεύθησαν 178 ἐργάται.: [294, 579, 526, 636]
- news-paragraph: Χθὲς τὴν 10ην π. μ. ἐγένετο ἡ κλήρωσις τοῦ Λαχείου τῆς Ἐθνικῆς Τραπέζης.: [294, 786, 526, 814]
- royal-crest-icon: [834, 1353, 930, 1449]
- interview-subtitle: ΜΕ ΤΟΝ κ. Γ. ΘΕΟΤΟΚΗΝ: [1342, 1152, 1556, 1178]
- lottery-cur: [468, 942, 526, 957]
- news-heading: Η ΚΑΤΑΣΤΑΣΙΣ ΕΝ ΑΥΣΤΡΙΑ: [331, 660, 489, 675]
- last-hour-paragraph: — Διαδήλωσις τοῦ λαοῦ τῶν Ἀθηνῶν πρὸ τὰ παρόντα συμβάντα ἐσυνήθη πρὸ αὐτὸν.: [1306, 967, 1592, 994]
- news-source: (Ἐθν. Πρ.): [470, 467, 522, 482]
- interview-subtitle: Ο ΠΡΟΕΔΡΟΣ ΤΗΣ ΒΟΥΛΗΣ: [1034, 789, 1266, 815]
- news-paragraph: ΒΕΛΙΓΡΑΔΙΟΝ 18 Ἰουνίου.—Αἱ προσέχεις διὰ τὴν Σκουπτίναν ἐκλογαὶ ὡρίσθησαν τὴν 15 Σεπτεμβρίου.: [294, 171, 526, 213]
